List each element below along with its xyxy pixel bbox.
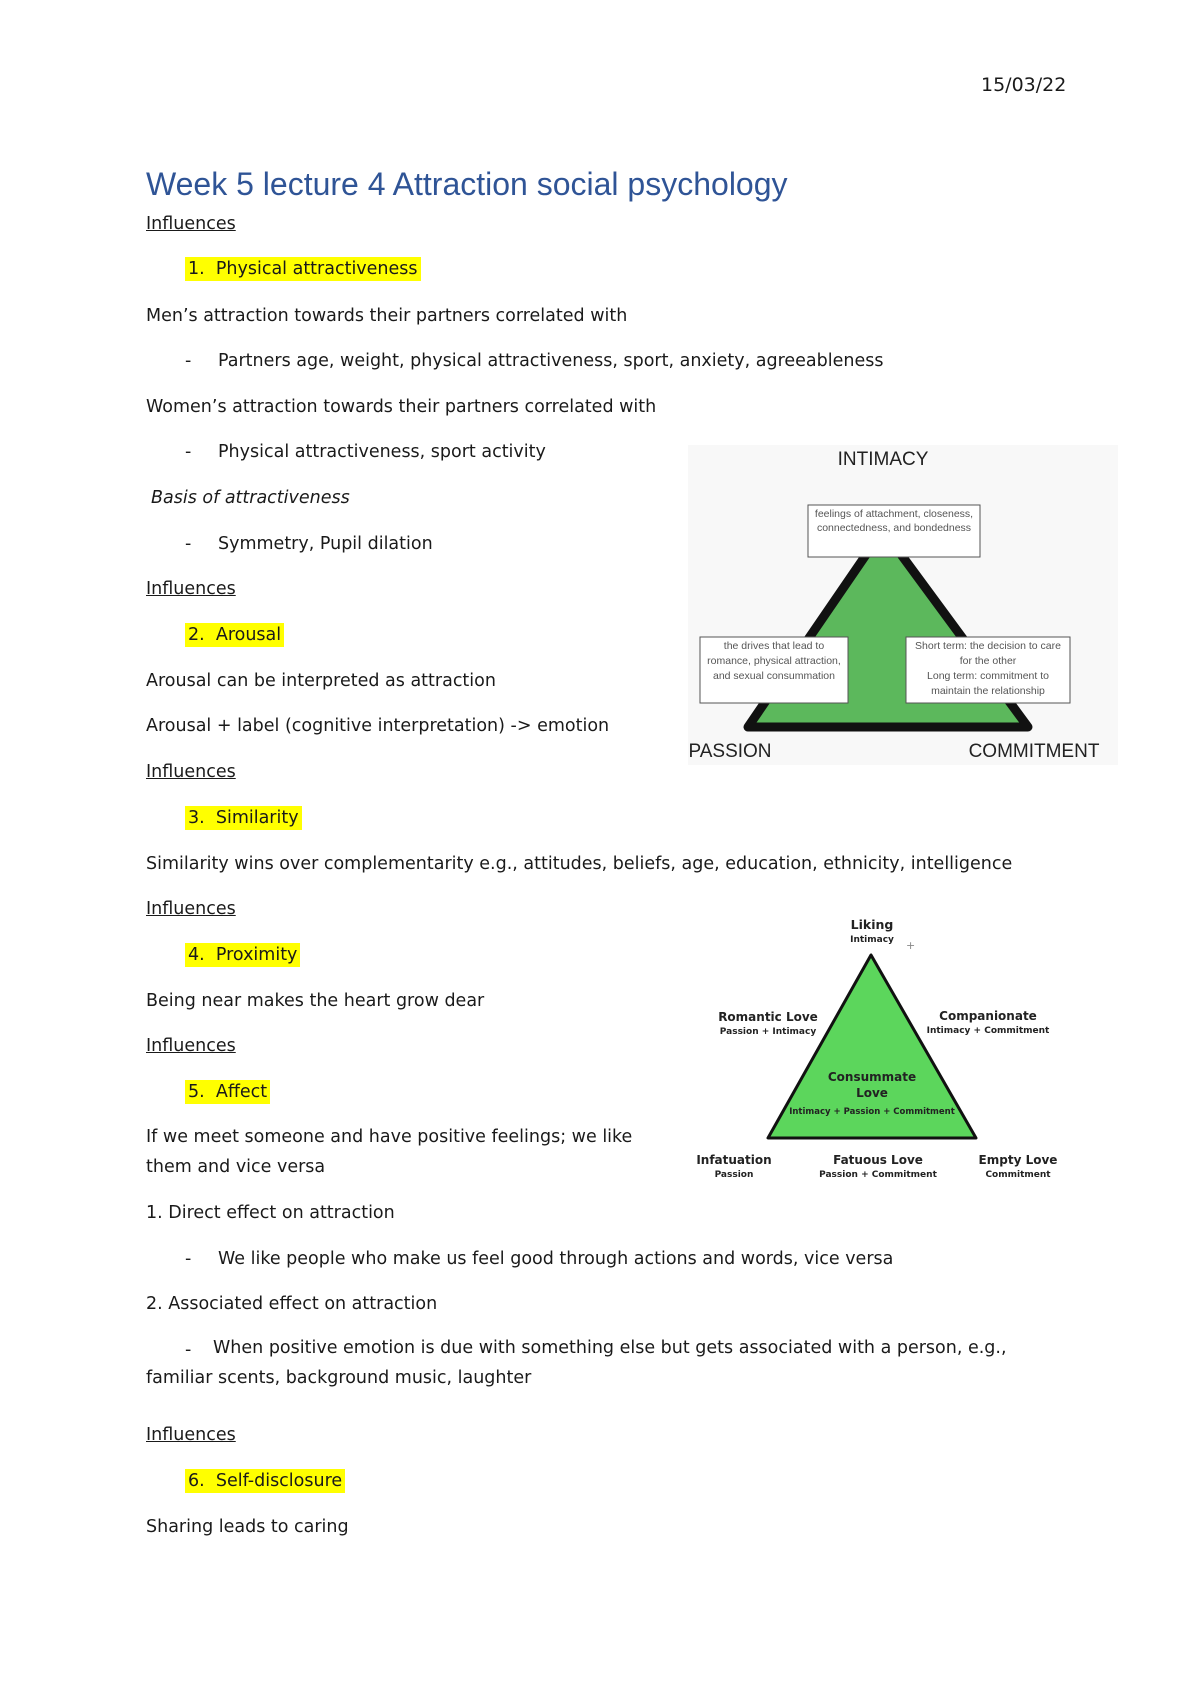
disclosure-line: Sharing leads to caring bbox=[146, 1517, 349, 1537]
intimacy-label: INTIMACY bbox=[837, 449, 929, 470]
basis-line: Basis of attractiveness bbox=[151, 488, 350, 508]
bullet-dash: - bbox=[185, 351, 192, 371]
basis-bullet: Symmetry, Pupil dilation bbox=[218, 534, 433, 554]
liking-sub: Intimacy bbox=[850, 935, 894, 945]
passion-label: PASSION bbox=[688, 741, 772, 762]
romantic-love-sub: Passion + Intimacy bbox=[719, 1027, 817, 1037]
influences-heading: Influences bbox=[146, 1036, 236, 1056]
section-heading-4: 4. Proximity bbox=[185, 945, 300, 965]
direct-effect-heading: 1. Direct effect on attraction bbox=[146, 1203, 395, 1223]
companionate-label: Companionate bbox=[939, 1009, 1037, 1023]
commitment-description-long: Long term: commitment to maintain the relationship bbox=[927, 670, 1049, 697]
men-line: Men’s attraction towards their partners correlated with bbox=[146, 306, 628, 326]
section-heading-2: 2. Arousal bbox=[185, 625, 284, 645]
fatuous-love-sub: Passion + Commitment bbox=[819, 1170, 937, 1180]
associated-effect-heading: 2. Associated effect on attraction bbox=[146, 1294, 438, 1314]
empty-love-label: Empty Love bbox=[978, 1153, 1058, 1167]
triangular-theory-diagram bbox=[688, 445, 1118, 765]
romantic-love-label: Romantic Love bbox=[718, 1010, 818, 1024]
cursor-icon: + bbox=[906, 939, 916, 952]
influences-heading: Influences bbox=[146, 1425, 236, 1445]
commitment-label: COMMITMENT bbox=[968, 741, 1100, 762]
infatuation-sub: Passion bbox=[714, 1170, 754, 1180]
date: 15/03/22 bbox=[981, 74, 1067, 96]
direct-effect-bullet: We like people who make us feel good through actions and words, vice versa bbox=[218, 1249, 894, 1269]
similarity-line: Similarity wins over complementarity e.g., attitudes, beliefs, age, education, ethnicity, intelligence bbox=[146, 854, 1013, 874]
section-heading-5: 5. Affect bbox=[185, 1082, 270, 1102]
fatuous-love-label: Fatuous Love bbox=[833, 1153, 923, 1167]
consummate-sub: Intimacy + Passion + Commitment bbox=[789, 1107, 955, 1117]
influences-heading: Influences bbox=[146, 214, 236, 234]
influences-heading: Influences bbox=[146, 762, 236, 782]
associated-effect-bullet: When positive emotion is due with something else but gets associated with a person, e.g., familiar scents, background music, laughter bbox=[146, 1338, 1007, 1388]
commitment-description-short: Short term: the decision to care for the other bbox=[915, 640, 1061, 667]
section-heading-6: 6. Self-disclosure bbox=[185, 1471, 345, 1491]
men-bullet: Partners age, weight, physical attractiveness, sport, anxiety, agreeableness bbox=[218, 351, 884, 371]
bullet-dash: - bbox=[185, 1340, 192, 1360]
intimacy-description: feelings of attachment, closeness, connectedness, and bondedness bbox=[814, 508, 974, 534]
proximity-line: Being near makes the heart grow dear bbox=[146, 991, 485, 1011]
section-heading-1: 1. Physical attractiveness bbox=[185, 259, 421, 279]
influences-heading: Influences bbox=[146, 579, 236, 599]
consummate-label-2: Love bbox=[856, 1086, 888, 1100]
arousal-line-2: Arousal + label (cognitive interpretation) -> emotion bbox=[146, 716, 610, 736]
passion-description: the drives that lead to romance, physical attraction, and sexual consummation bbox=[707, 640, 841, 682]
women-bullet: Physical attractiveness, sport activity bbox=[218, 442, 546, 462]
consummate-label-1: Consummate bbox=[827, 1070, 917, 1084]
liking-label: Liking bbox=[850, 917, 894, 932]
companionate-sub: Intimacy + Commitment bbox=[926, 1026, 1050, 1036]
women-line: Women’s attraction towards their partners correlated with bbox=[146, 397, 657, 417]
bullet-dash: - bbox=[185, 534, 192, 554]
section-heading-3: 3. Similarity bbox=[185, 808, 302, 828]
bullet-dash: - bbox=[185, 1249, 192, 1269]
love-types-diagram bbox=[688, 915, 1068, 1190]
page-title: Week 5 lecture 4 Attraction social psychology bbox=[146, 166, 788, 202]
bullet-dash: - bbox=[185, 442, 192, 462]
empty-love-sub: Commitment bbox=[985, 1170, 1051, 1180]
infatuation-label: Infatuation bbox=[696, 1153, 772, 1167]
arousal-line-1: Arousal can be interpreted as attraction bbox=[146, 671, 496, 691]
influences-heading: Influences bbox=[146, 899, 236, 919]
affect-paragraph: If we meet someone and have positive feelings; we like them and vice versa bbox=[146, 1127, 633, 1177]
